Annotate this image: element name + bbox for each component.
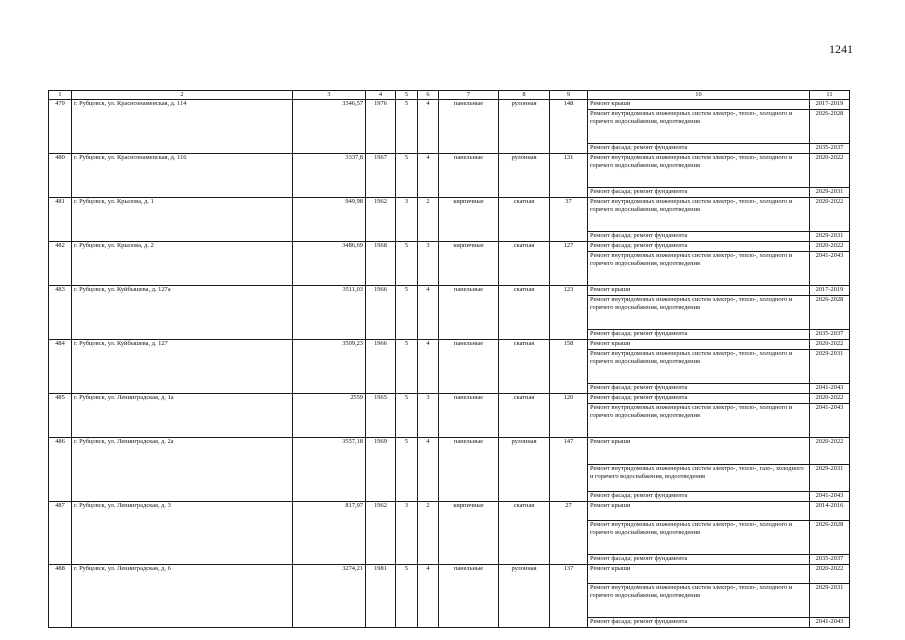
apartments-cell: 137 [550,565,588,628]
work-type-cell: Ремонт крыши [588,340,810,350]
row-number: 480 [49,154,72,198]
header-row [49,91,850,100]
year-cell: 1976 [366,100,396,154]
work-period-cell: 2014-2016 [810,502,850,521]
area-cell: 3557,18 [293,438,366,502]
work-period-cell: 2029-2031 [810,232,850,242]
wall-material-cell: панельные [439,394,499,438]
apartments-cell: 147 [550,438,588,502]
work-type-cell: Ремонт внутридомовых инженерных систем электро-, тепло-, холодного и горячего водоснабжения, водоотведения [588,296,810,330]
year-cell: 1968 [366,242,396,286]
work-period-cell: 2020-2022 [810,565,850,584]
wall-material-cell: панельные [439,154,499,198]
entrances-cell: 4 [418,438,439,502]
roof-type-cell: скатная [499,394,550,438]
floors-cell: 5 [396,286,418,340]
work-period-cell: 2026-2028 [810,521,850,555]
column-header-10: 10 [588,91,810,100]
work-type-cell: Ремонт фасада; ремонт фундамента [588,384,810,394]
area-cell: 949,98 [293,198,366,242]
work-type-cell: Ремонт фасада; ремонт фундамента [588,555,810,565]
floors-cell: 5 [396,565,418,628]
work-type-cell: Ремонт фасада; ремонт фундамента [588,232,810,242]
floors-cell: 5 [396,340,418,394]
table-row [49,198,850,232]
work-period-cell: 2041-2043 [810,252,850,286]
wall-material-cell: панельные [439,286,499,340]
work-period-cell: 2029-2031 [810,350,850,384]
floors-cell: 5 [396,100,418,154]
work-period-cell: 2041-2043 [810,404,850,438]
address-cell: г. Рубцовск, ул. Ленинградская, д. 2а [72,438,293,502]
work-period-cell: 2041-2043 [810,618,850,628]
row-number: 483 [49,286,72,340]
column-header-8: 8 [499,91,550,100]
row-number: 485 [49,394,72,438]
year-cell: 1966 [366,340,396,394]
floors-cell: 5 [396,394,418,438]
address-cell: г. Рубцовск, ул. Крылова, д. 2 [72,242,293,286]
work-period-cell: 2029-2031 [810,465,850,492]
work-period-cell: 2035-2037 [810,144,850,154]
apartments-cell: 158 [550,340,588,394]
row-number: 488 [49,565,72,628]
row-number: 487 [49,502,72,565]
work-period-cell: 2020-2022 [810,242,850,252]
roof-type-cell: рулонная [499,565,550,628]
work-type-cell: Ремонт крыши [588,565,810,584]
roof-type-cell: рулонная [499,100,550,154]
work-type-cell: Ремонт внутридомовых инженерных систем электро-, тепло-, холодного и горячего водоснабжения, водоотведения [588,198,810,232]
entrances-cell: 4 [418,154,439,198]
table-row [49,286,850,296]
area-cell: 2559 [293,394,366,438]
page-number: 1241 [829,42,853,56]
roof-type-cell: скатная [499,286,550,340]
roof-type-cell: рулонная [499,438,550,502]
table-header [49,91,850,100]
work-type-cell: Ремонт внутридомовых инженерных систем электро-, тепло-, холодного и горячего водоснабжения, водоотведения [588,584,810,618]
year-cell: 1962 [366,198,396,242]
apartments-cell: 131 [550,154,588,198]
work-period-cell: 2020-2022 [810,198,850,232]
entrances-cell: 4 [418,100,439,154]
wall-material-cell: кирпичные [439,242,499,286]
column-header-9: 9 [550,91,588,100]
row-number: 484 [49,340,72,394]
apartments-cell: 127 [550,242,588,286]
work-period-cell: 2041-2043 [810,492,850,502]
column-header-4: 4 [366,91,396,100]
address-cell: г. Рубцовск, ул. Краснознаменская, д. 114 [72,100,293,154]
work-type-cell: Ремонт внутридомовых инженерных систем электро-, тепло-, холодного и горячего водоснабжения, водоотведения [588,154,810,188]
apartments-cell: 123 [550,286,588,340]
work-type-cell: Ремонт внутридомовых инженерных систем электро-, тепло-, холодного и горячего водоснабжения, водоотведения [588,404,810,438]
work-type-cell: Ремонт внутридомовых инженерных систем электро-, тепло-, холодного и горячего водоснабжения, водоотведения [588,110,810,144]
roof-type-cell: скатная [499,502,550,565]
row-number: 481 [49,198,72,242]
entrances-cell: 3 [418,242,439,286]
column-header-7: 7 [439,91,499,100]
work-type-cell: Ремонт фасада; ремонт фундамента [588,242,810,252]
year-cell: 1966 [366,286,396,340]
work-type-cell: Ремонт крыши [588,286,810,296]
entrances-cell: 3 [418,394,439,438]
work-period-cell: 2020-2022 [810,438,850,465]
work-type-cell: Ремонт крыши [588,438,810,465]
table-row [49,502,850,521]
entrances-cell: 2 [418,198,439,242]
table-row [49,340,850,350]
work-period-cell: 2020-2022 [810,154,850,188]
row-number: 479 [49,100,72,154]
row-number: 486 [49,438,72,502]
work-period-cell: 2029-2031 [810,188,850,198]
work-period-cell: 2026-2028 [810,110,850,144]
floors-cell: 5 [396,242,418,286]
area-cell: 3509,23 [293,340,366,394]
work-type-cell: Ремонт крыши [588,502,810,521]
work-type-cell: Ремонт фасада; ремонт фундамента [588,394,810,404]
column-header-5: 5 [396,91,418,100]
column-header-11: 11 [810,91,850,100]
year-cell: 1967 [366,154,396,198]
work-period-cell: 2020-2022 [810,394,850,404]
address-cell: г. Рубцовск, ул. Куйбышева, д. 127 [72,340,293,394]
column-header-2: 2 [72,91,293,100]
work-type-cell: Ремонт внутридомовых инженерных систем электро-, тепло-, холодного и горячего водоснабжения, водоотведения [588,350,810,384]
roof-type-cell: рулонная [499,154,550,198]
address-cell: г. Рубцовск, ул. Ленинградская, д. 6 [72,565,293,628]
apartments-cell: 27 [550,502,588,565]
year-cell: 1981 [366,565,396,628]
roof-type-cell: скатная [499,242,550,286]
column-header-1: 1 [49,91,72,100]
work-period-cell: 2026-2028 [810,296,850,330]
work-period-cell: 2035-2037 [810,330,850,340]
year-cell: 1962 [366,502,396,565]
apartments-cell: 120 [550,394,588,438]
roof-type-cell: скатная [499,198,550,242]
floors-cell: 5 [396,438,418,502]
work-type-cell: Ремонт фасада; ремонт фундамента [588,144,810,154]
work-type-cell: Ремонт крыши [588,100,810,110]
entrances-cell: 4 [418,565,439,628]
apartments-cell: 37 [550,198,588,242]
table-row [49,394,850,404]
area-cell: 3337,8 [293,154,366,198]
floors-cell: 5 [396,154,418,198]
area-cell: 3511,03 [293,286,366,340]
address-cell: г. Рубцовск, ул. Куйбышева, д. 127а [72,286,293,340]
work-type-cell: Ремонт внутридомовых инженерных систем электро-, тепло-, газо-, холодного и горячего водоснабжения, водоотведения [588,465,810,492]
wall-material-cell: кирпичные [439,198,499,242]
work-type-cell: Ремонт фасада; ремонт фундамента [588,492,810,502]
table-body [49,100,850,628]
wall-material-cell: панельные [439,565,499,628]
work-type-cell: Ремонт фасада; ремонт фундамента [588,618,810,628]
wall-material-cell: кирпичные [439,502,499,565]
table-row [49,100,850,110]
work-type-cell: Ремонт внутридомовых инженерных систем электро-, тепло-, холодного и горячего водоснабжения, водоотведения [588,521,810,555]
roof-type-cell: скатная [499,340,550,394]
work-period-cell: 2017-2019 [810,286,850,296]
table-row [49,438,850,465]
area-cell: 3346,57 [293,100,366,154]
work-period-cell: 2020-2022 [810,340,850,350]
floors-cell: 3 [396,502,418,565]
table-row [49,565,850,584]
work-period-cell: 2035-2037 [810,555,850,565]
year-cell: 1969 [366,438,396,502]
address-cell: г. Рубцовск, ул. Ленинградская, д. 1а [72,394,293,438]
apartments-cell: 148 [550,100,588,154]
row-number: 482 [49,242,72,286]
repair-schedule-table [48,90,850,628]
area-cell: 3274,21 [293,565,366,628]
entrances-cell: 2 [418,502,439,565]
area-cell: 3486,69 [293,242,366,286]
wall-material-cell: панельные [439,340,499,394]
work-period-cell: 2017-2019 [810,100,850,110]
address-cell: г. Рубцовск, ул. Краснознаменская, д. 116 [72,154,293,198]
address-cell: г. Рубцовск, ул. Крылова, д. 1 [72,198,293,242]
area-cell: 817,97 [293,502,366,565]
floors-cell: 3 [396,198,418,242]
work-period-cell: 2029-2031 [810,584,850,618]
work-type-cell: Ремонт фасада; ремонт фундамента [588,330,810,340]
work-type-cell: Ремонт внутридомовых инженерных систем электро-, тепло-, холодного и горячего водоснабжения, водоотведения [588,252,810,286]
wall-material-cell: панельные [439,100,499,154]
address-cell: г. Рубцовск, ул. Ленинградская, д. 3 [72,502,293,565]
year-cell: 1965 [366,394,396,438]
table-row [49,154,850,188]
entrances-cell: 4 [418,286,439,340]
work-type-cell: Ремонт фасада; ремонт фундамента [588,188,810,198]
column-header-6: 6 [418,91,439,100]
wall-material-cell: панельные [439,438,499,502]
column-header-3: 3 [293,91,366,100]
work-period-cell: 2041-2043 [810,384,850,394]
entrances-cell: 4 [418,340,439,394]
table-row [49,242,850,252]
